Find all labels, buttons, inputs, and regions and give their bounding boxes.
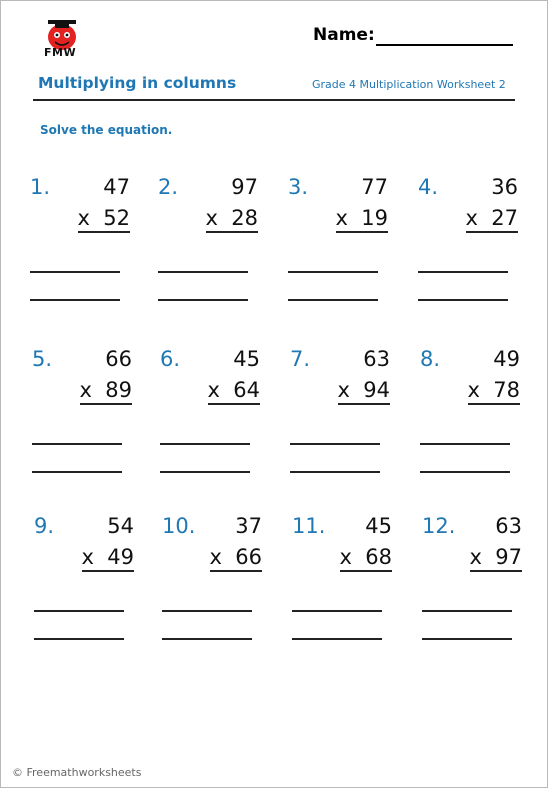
- problem-bottom-number: x 68: [340, 544, 393, 572]
- problem-number: 11.: [292, 514, 326, 538]
- problem: [290, 347, 400, 497]
- problem-number: 1.: [30, 175, 51, 199]
- problem-bottom-number: x 19: [336, 205, 389, 233]
- problem-bottom-number: x 97: [470, 544, 523, 572]
- answer-line: [290, 443, 380, 445]
- problem: [418, 175, 528, 325]
- problem-number: 8.: [420, 347, 441, 371]
- name-line: [376, 44, 513, 46]
- problem-bottom-number: x 66: [210, 544, 263, 572]
- problem-top-number: 63: [495, 514, 522, 538]
- answer-line: [160, 443, 250, 445]
- answer-line: [288, 299, 378, 301]
- problem-bottom-number: x 28: [206, 205, 259, 233]
- problem-top-number: 47: [103, 175, 130, 199]
- answer-line: [32, 443, 122, 445]
- problem: [158, 175, 268, 325]
- problem-top-number: 49: [493, 347, 520, 371]
- problem-number: 9.: [34, 514, 55, 538]
- copyright-footer: © Freemathworksheets: [12, 766, 142, 779]
- answer-line: [34, 638, 124, 640]
- problem-top-number: 63: [363, 347, 390, 371]
- problem-bottom-number: x 78: [468, 377, 521, 405]
- problem-top-number: 45: [365, 514, 392, 538]
- answer-line: [422, 638, 512, 640]
- problem-number: 12.: [422, 514, 456, 538]
- problem: [422, 514, 532, 664]
- answer-line: [420, 471, 510, 473]
- problem-bottom-number: x 89: [80, 377, 133, 405]
- problem: [162, 514, 272, 664]
- problem: [160, 347, 270, 497]
- problem-top-number: 54: [107, 514, 134, 538]
- problem-bottom-number: x 52: [78, 205, 131, 233]
- problem: [32, 347, 142, 497]
- logo-text: FMW: [44, 46, 77, 59]
- answer-line: [292, 638, 382, 640]
- problem-number: 7.: [290, 347, 311, 371]
- problem-number: 6.: [160, 347, 181, 371]
- problem-number: 10.: [162, 514, 196, 538]
- answer-line: [30, 271, 120, 273]
- problem: [292, 514, 402, 664]
- problem-bottom-number: x 94: [338, 377, 391, 405]
- problem: [30, 175, 140, 325]
- answer-line: [162, 610, 252, 612]
- name-label: Name:: [313, 25, 375, 45]
- worksheet-subtitle: Grade 4 Multiplication Worksheet 2: [312, 78, 506, 91]
- answer-line: [418, 299, 508, 301]
- answer-line: [290, 471, 380, 473]
- problem-top-number: 77: [361, 175, 388, 199]
- problem-top-number: 37: [235, 514, 262, 538]
- worksheet-title: Multiplying in columns: [38, 74, 237, 92]
- problem-number: 2.: [158, 175, 179, 199]
- answer-line: [288, 271, 378, 273]
- problem-top-number: 97: [231, 175, 258, 199]
- problem-bottom-number: x 27: [466, 205, 519, 233]
- answer-line: [162, 638, 252, 640]
- header-divider: [33, 99, 515, 101]
- problem-number: 4.: [418, 175, 439, 199]
- problem-top-number: 66: [105, 347, 132, 371]
- problem-number: 5.: [32, 347, 53, 371]
- answer-line: [34, 610, 124, 612]
- answer-line: [292, 610, 382, 612]
- problem-number: 3.: [288, 175, 309, 199]
- problem: [288, 175, 398, 325]
- answer-line: [420, 443, 510, 445]
- answer-line: [32, 471, 122, 473]
- problem: [34, 514, 144, 664]
- answer-line: [422, 610, 512, 612]
- answer-line: [158, 299, 248, 301]
- instruction-text: Solve the equation.: [40, 123, 173, 137]
- problem-bottom-number: x 64: [208, 377, 261, 405]
- problem-top-number: 45: [233, 347, 260, 371]
- answer-line: [158, 271, 248, 273]
- answer-line: [30, 299, 120, 301]
- answer-line: [160, 471, 250, 473]
- problem: [420, 347, 530, 497]
- problem-bottom-number: x 49: [82, 544, 135, 572]
- answer-line: [418, 271, 508, 273]
- problem-top-number: 36: [491, 175, 518, 199]
